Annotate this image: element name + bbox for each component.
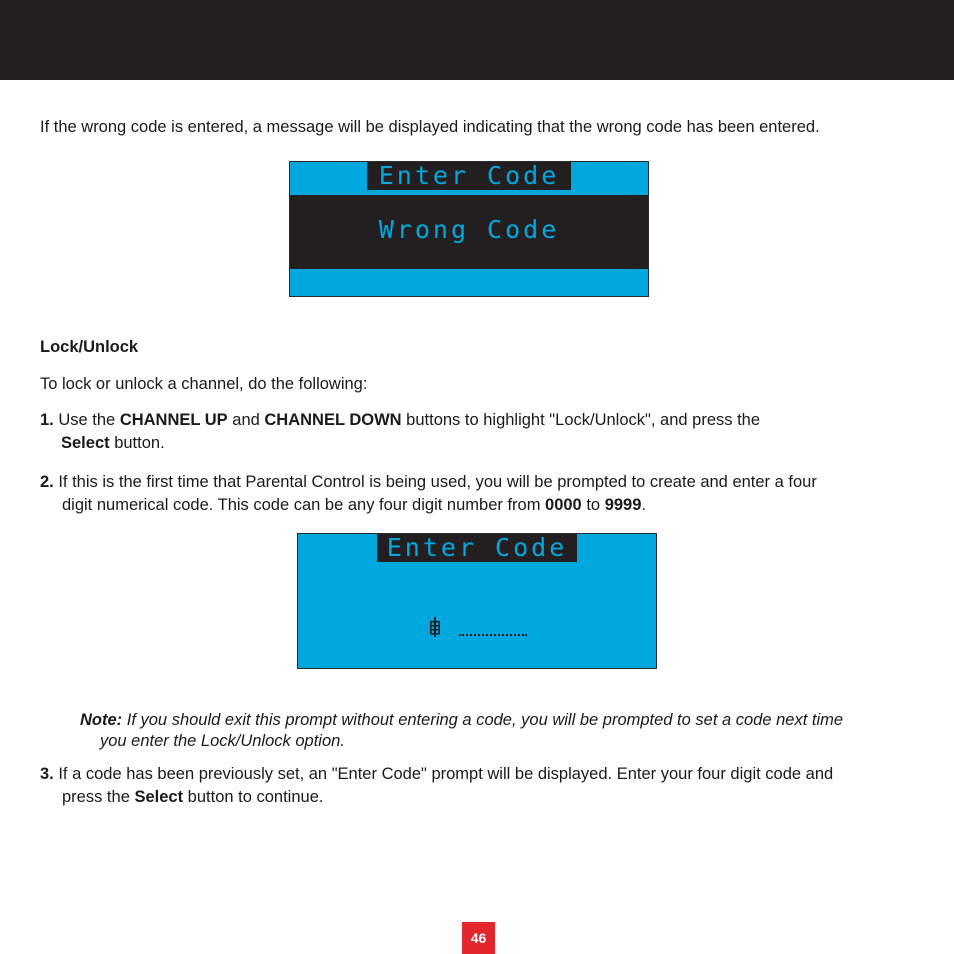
step-1-line-1	[40, 409, 760, 431]
intro-paragraph: If the wrong code is entered, a message will be displayed indicating that the wrong code has been entered.	[40, 118, 820, 136]
step-2-line-1	[40, 471, 817, 493]
step-2-text: digit numerical code. This code can be any four digit number from	[62, 496, 546, 514]
page-number-badge: 46	[462, 922, 495, 954]
step-2-text: to	[581, 496, 605, 514]
step-2-line-2	[62, 494, 646, 516]
select-label: Select	[61, 434, 110, 452]
step-1-number: 1.	[40, 411, 54, 429]
step-1-text: and	[227, 411, 265, 429]
step-3-line-1	[40, 763, 833, 785]
step-3-text: button to continue.	[183, 788, 324, 806]
step-2-number: 2.	[40, 473, 54, 491]
step-3-text: If a code has been previously set, an "Enter Code" prompt will be displayed. Enter your four digit code and	[53, 765, 834, 783]
lcd-message-band	[290, 195, 648, 269]
lcd-screen-enter-code	[297, 533, 657, 669]
note-text: If you should exit this prompt without entering a code, you will be prompted to set a code next time	[122, 711, 844, 729]
lead-paragraph: To lock or unlock a channel, do the following:	[40, 375, 368, 393]
step-1-text: Use the	[53, 411, 120, 429]
step-3-line-2	[62, 786, 323, 808]
section-heading: Lock/Unlock	[40, 338, 139, 356]
lcd-message: Wrong Code	[378, 215, 560, 244]
header-bar	[0, 0, 954, 80]
step-1-text: button.	[109, 434, 165, 452]
channel-up-label: CHANNEL UP	[119, 411, 228, 429]
lcd-title: Enter Code	[377, 534, 577, 562]
note-line-2: you enter the Lock/Unlock option.	[100, 732, 345, 750]
step-2-text: .	[641, 496, 646, 514]
step-3-text: press the	[62, 788, 135, 806]
lcd-title: Enter Code	[367, 162, 571, 190]
step-2-text: If this is the first time that Parental Control is being used, you will be prompted to create and enter a four	[53, 473, 817, 491]
code-max-label: 9999	[604, 496, 642, 514]
lcd-screen-wrong-code	[289, 161, 649, 297]
code-min-label: 0000	[545, 496, 582, 514]
step-3-number: 3.	[40, 765, 54, 783]
channel-down-label: CHANNEL DOWN	[264, 411, 402, 429]
note-line-1	[80, 709, 843, 731]
note-label: Note:	[80, 711, 123, 729]
cursor-icon	[427, 617, 443, 637]
select-label: Select	[134, 788, 184, 806]
code-entry-placeholder	[459, 634, 527, 636]
step-1-line-2	[61, 432, 165, 454]
step-1-text: buttons to highlight "Lock/Unlock", and press the	[401, 411, 761, 429]
